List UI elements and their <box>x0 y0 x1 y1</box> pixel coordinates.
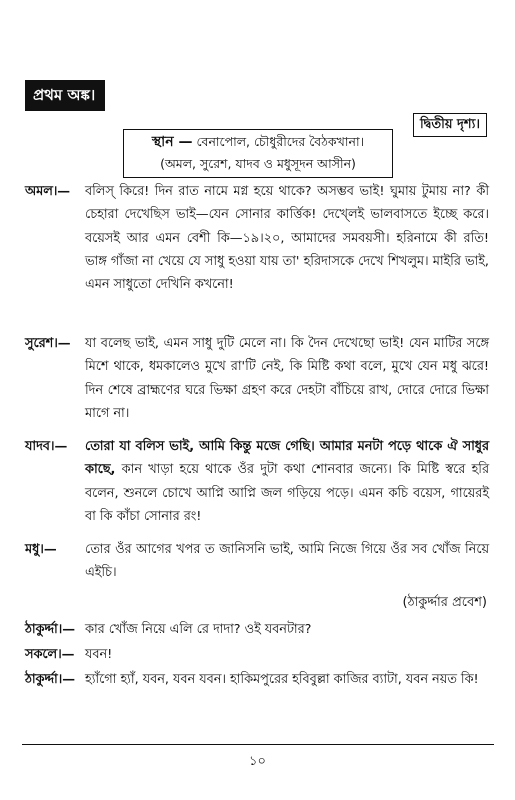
scene-title: দ্বিতীয় দৃশ্য। <box>413 113 487 137</box>
dialogue-suresh <box>25 332 489 425</box>
speech-text <box>85 435 489 528</box>
dialogue-sakole <box>25 643 489 666</box>
setting-place-line <box>124 131 392 153</box>
setting-characters: (অমল, সুরেশ, যাদব ও মধুসূদন আসীন) <box>160 156 356 171</box>
speech-bold-text: তোরা যা বলিস ভাই, আমি কিন্তু মজে গেছি। আমার মনটা পড়ে থাকে ঐ সাধুর কাছে, <box>85 439 489 478</box>
speech-text: কার খোঁজ নিয়ে এলি রে দাদা? ওই যবনটার? <box>85 622 312 637</box>
speech-text: যবন! <box>85 647 113 662</box>
speech-text: তোর ওঁর আগের খপর ত জানিসনি ভাই, আমি নিজে গিয়ে ওঁর সব খোঁজ নিয়ে এইচি। <box>85 542 489 581</box>
speech-text: হ্যাঁগো হ্যাঁ, যবন, যবন যবন। হাকিমপুরের হবিবুল্লা কাজির ব্যাটা, যবন নয়ত কি! <box>85 672 479 687</box>
speaker-name: অমল।— <box>25 184 71 199</box>
speech-text: বলিস্ কিরে! দিন রাত নামে মগ্ন হয়ে থাকে? অসম্ভব ভাই! ঘুমায় টুমায় না? কী চেহারা দেখেছিস ভাই—যেন সোনার কার্ত্তিক! দেখ্লেই ভালবাসতে ইচ্ছে করে। বয়েসই আর এমন বেশী কি—১৯।২০, আমাদের সমবয়সী। হরিনামে কী রতি! ভাঙ্গ গাঁজা না খেয়ে যে সাধু হওয়া যায় তা' হরিদাসকে দেখে শিখলুম। মাইরি ভাই, এমন সাধুতো দেখিনি কখনো! <box>85 184 489 293</box>
speaker-name: সকলে।— <box>25 647 75 662</box>
stage-direction: (ঠাকুর্দ্দার প্রবেশ) <box>402 595 487 610</box>
speech-regular-text: কান খাড়া হয়ে থাকে ওঁর দুটা কথা শোনবার জন্যে। কি মিষ্টি স্বরে হরি বলেন, শুনলে চোখে আপ্নি আপ্নি জল গড়িয়ে পড়ে। এমন কচি বয়েস, গায়েরই বা কি কাঁচা সোনার রং! <box>85 462 489 524</box>
page-number: ১০ <box>249 754 266 769</box>
speaker-name: ঠাকুর্দ্দা।— <box>25 672 76 687</box>
speaker-name: মধু।— <box>25 542 57 557</box>
dialogue-yadav <box>25 435 489 528</box>
act-title: প্রথম অঙ্ক। <box>25 80 105 111</box>
dialogue-thakurda-1 <box>25 618 489 641</box>
speaker-name: যাদব।— <box>25 439 68 454</box>
speaker-name: সুরেশ।— <box>25 336 71 351</box>
speech-text: যা বলেছ ভাই, এমন সাধু দুটি মেলে না। কি দৈন দেখেছো ভাই! যেন মাটির সঙ্গে মিশে থাকে, ধমকালেও মুখে রা'টি নেই, কি মিষ্টি কথা বলে, মুখে যেন মধু ঝরে! দিন শেষে ব্রাহ্মণের ঘরে ভিক্ষা গ্রহণ করে দেহটা বাঁচিয়ে রাখ, দোরে দোরে ভিক্ষা মাগে না। <box>85 336 489 421</box>
speaker-name: ঠাকুর্দ্দা।— <box>25 622 76 637</box>
dialogue-amal <box>25 180 489 296</box>
dialogue-madhu <box>25 538 489 585</box>
footer-rule <box>22 744 494 745</box>
setting-label: স্থান — <box>151 134 193 150</box>
dialogue-thakurda-2 <box>25 668 489 691</box>
setting-place: বেনাপোল, চৌধুরীদের বৈঠকখানা। <box>192 134 365 149</box>
setting-box <box>123 129 393 178</box>
